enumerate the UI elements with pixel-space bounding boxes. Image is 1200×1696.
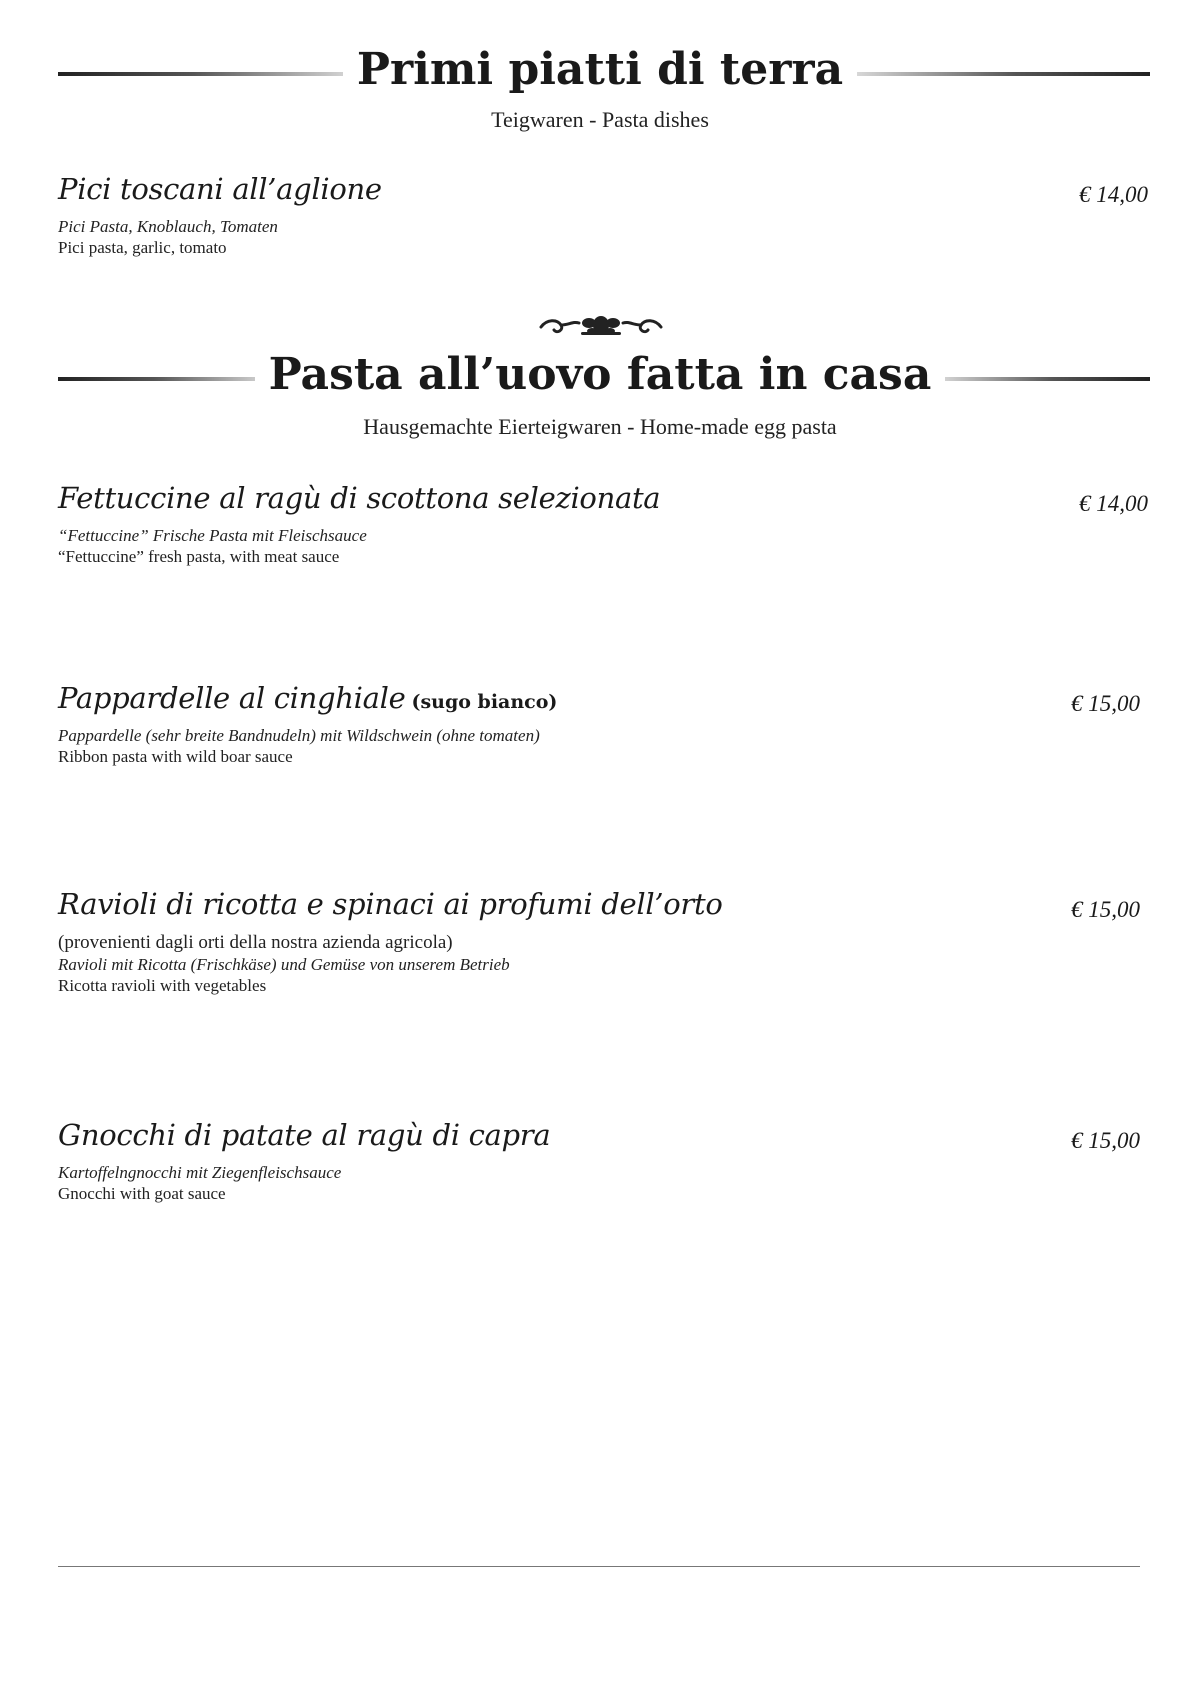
menu-item-description-de: “Fettuccine” Frische Pasta mit Fleischsauce [58,526,367,545]
ornament-divider-icon [537,313,665,339]
menu-item-description-de: Pappardelle (sehr breite Bandnudeln) mit Wildschwein (ohne tomaten) [58,726,540,745]
menu-item-name: Pappardelle al cinghiale [58,681,406,715]
footer-divider [58,1566,1140,1567]
menu-item-description-en: Ribbon pasta with wild boar sauce [58,747,293,766]
menu-item-header [58,887,1140,931]
title-rule-right [850,72,1150,76]
menu-item-header [58,1118,1140,1162]
menu-item-header [58,681,1140,725]
title-rule-left [58,377,273,381]
menu-item-description-de: Pici Pasta, Knoblauch, Tomaten [58,217,278,236]
menu-item [58,481,1148,567]
menu-item [58,1118,1140,1204]
menu-item [58,887,1140,996]
menu-item-price: € 15,00 [1071,691,1140,716]
menu-item-price: € 15,00 [1071,897,1140,922]
menu-item [58,172,1148,258]
section-subtitle: Teigwaren - Pasta dishes [491,107,709,132]
section-title-text: Pasta all’uovo fatta in casa [255,349,946,400]
menu-item-name-note: (sugo bianco) [411,691,558,713]
menu-item-description-it: (provenienti dagli orti della nostra azienda agricola) [58,932,453,953]
menu-item-price: € 15,00 [1071,1128,1140,1153]
menu-item-header [58,172,1148,216]
menu-item-name: Fettuccine al ragù di scottona selezionata [58,481,661,515]
menu-item-name: Gnocchi di patate al ragù di capra [58,1118,551,1152]
menu-item-description-en: Ricotta ravioli with vegetables [58,976,267,995]
menu-item-name: Pici toscani all’aglione [58,172,382,206]
menu-item-price: € 14,00 [1079,491,1148,516]
title-rule-left [58,72,358,76]
section-title-text: Primi piatti di terra [343,44,857,95]
menu-item-description-en: Gnocchi with goat sauce [58,1184,226,1203]
menu-item-description-en: Pici pasta, garlic, tomato [58,238,227,257]
section-subtitle: Hausgemachte Eierteigwaren - Home-made egg pasta [363,414,837,439]
title-rule-right [935,377,1150,381]
menu-item-description-de: Ravioli mit Ricotta (Frischkäse) und Gemüse von unserem Betrieb [58,955,510,974]
menu-item-description-de: Kartoffelngnocchi mit Ziegenfleischsauce [58,1163,342,1182]
menu-item-description-en: “Fettuccine” fresh pasta, with meat sauce [58,547,340,566]
menu-item-name: Ravioli di ricotta e spinaci ai profumi dell’orto [58,887,723,921]
section-title [0,44,1200,95]
menu-item [58,681,1140,767]
menu-item-header [58,481,1148,525]
section-title [0,349,1200,400]
menu-item-price: € 14,00 [1079,182,1148,207]
